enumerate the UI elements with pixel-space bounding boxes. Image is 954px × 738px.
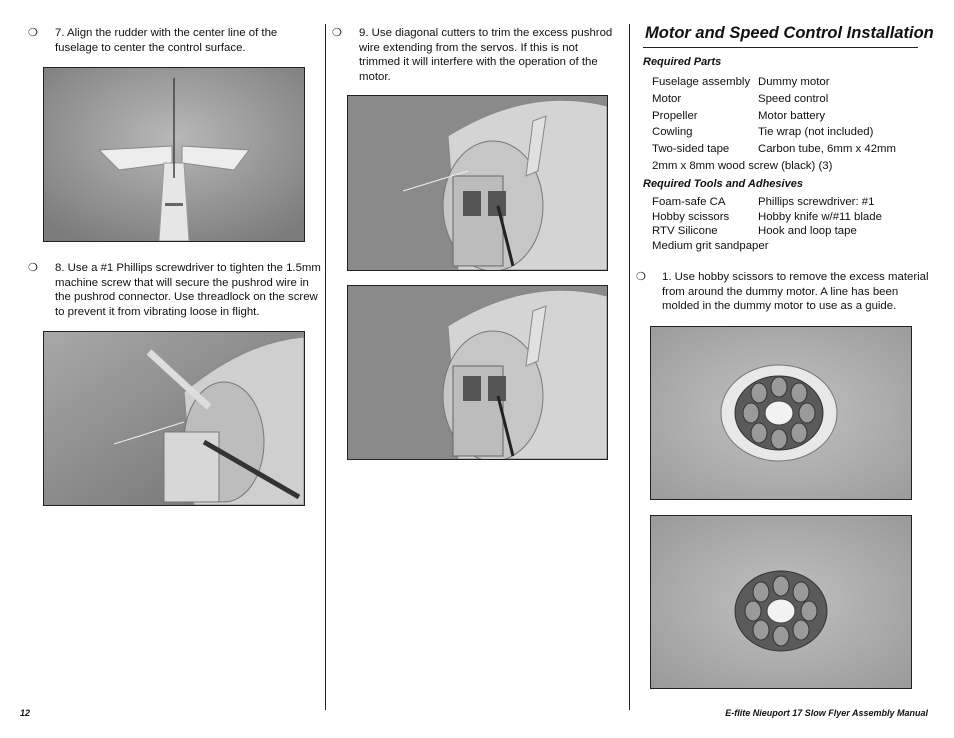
- tool-item: Hook and loop tape: [758, 225, 857, 237]
- parts-row: [652, 75, 830, 89]
- page-number: 12: [20, 708, 31, 718]
- step-8-text: 8. Use a #1 Phillips screwdriver to tighten the 1.5mm machine screw that will secure the pushrod wire in the pushrod connector. Use threadlock on the screw to prevent it from vibrating loose in flight.: [55, 262, 321, 318]
- photo-tighten-pushrod-screw: [43, 331, 305, 506]
- part-item: Cowling: [652, 126, 693, 138]
- photo-dummy-motor-trimmed: [650, 515, 912, 689]
- step-7-text: 7. Align the rudder with the center line of the fuselage to center the control surface.: [55, 27, 278, 54]
- part-item: Carbon tube, 6mm x 42mm: [758, 143, 897, 155]
- required-parts-heading: Required Parts: [643, 56, 722, 68]
- part-item: 2mm x 8mm wood screw (black) (3): [652, 160, 833, 172]
- tool-item: RTV Silicone: [652, 225, 718, 237]
- part-item: Two-sided tape: [652, 143, 730, 155]
- step-7[interactable]: [28, 26, 318, 56]
- tool-item: Medium grit sandpaper: [652, 240, 769, 252]
- parts-row: [652, 125, 874, 139]
- photo-pushrod-before-trim: [347, 95, 608, 271]
- section-title: Motor and Speed Control Installation: [645, 24, 934, 42]
- parts-row: [652, 109, 826, 123]
- tools-row: [652, 210, 882, 224]
- title-underline: [643, 47, 918, 48]
- column-divider-left: [325, 24, 326, 710]
- part-item: Motor battery: [758, 110, 826, 122]
- part-item: Motor: [652, 93, 682, 105]
- parts-row: [652, 142, 897, 156]
- required-tools-heading: Required Tools and Adhesives: [643, 178, 803, 190]
- step-1[interactable]: [636, 270, 932, 315]
- parts-row: [652, 159, 832, 173]
- tool-item: Foam-safe CA: [652, 196, 726, 208]
- manual-title: E-flite Nieuport 17 Slow Flyer Assembly Manual: [725, 708, 928, 718]
- tools-row: [652, 224, 857, 238]
- part-item: Propeller: [652, 110, 698, 122]
- photo-rudder-alignment: [43, 67, 305, 242]
- column-divider-right: [629, 24, 630, 710]
- photo-pushrod-after-trim: [347, 285, 608, 460]
- part-item: Speed control: [758, 93, 829, 105]
- checkbox-bullet[interactable]: ❍: [28, 27, 38, 39]
- part-item: Fuselage assembly: [652, 76, 751, 88]
- step-9-text: 9. Use diagonal cutters to trim the excess pushrod wire extending from the servos. If this is not trimmed it will interfere with the operation of the motor.: [359, 27, 613, 83]
- step-1-text: 1. Use hobby scissors to remove the excess material from around the dummy motor. A line has been molded in the dummy motor to use as a guide.: [662, 271, 929, 313]
- checkbox-bullet[interactable]: ❍: [332, 27, 342, 39]
- checkbox-bullet[interactable]: ❍: [28, 262, 38, 274]
- step-9[interactable]: [332, 26, 622, 86]
- tool-item: Phillips screwdriver: #1: [758, 196, 875, 208]
- checkbox-bullet[interactable]: ❍: [636, 271, 646, 283]
- tool-item: Hobby scissors: [652, 211, 730, 223]
- part-item: Dummy motor: [758, 76, 830, 88]
- step-8[interactable]: [28, 261, 323, 321]
- tool-item: Hobby knife w/#11 blade: [758, 211, 882, 223]
- tools-row: [652, 239, 769, 253]
- parts-row: [652, 92, 829, 106]
- part-item: Tie wrap (not included): [758, 126, 874, 138]
- photo-dummy-motor-untrimmed: [650, 326, 912, 500]
- tools-row: [652, 195, 875, 209]
